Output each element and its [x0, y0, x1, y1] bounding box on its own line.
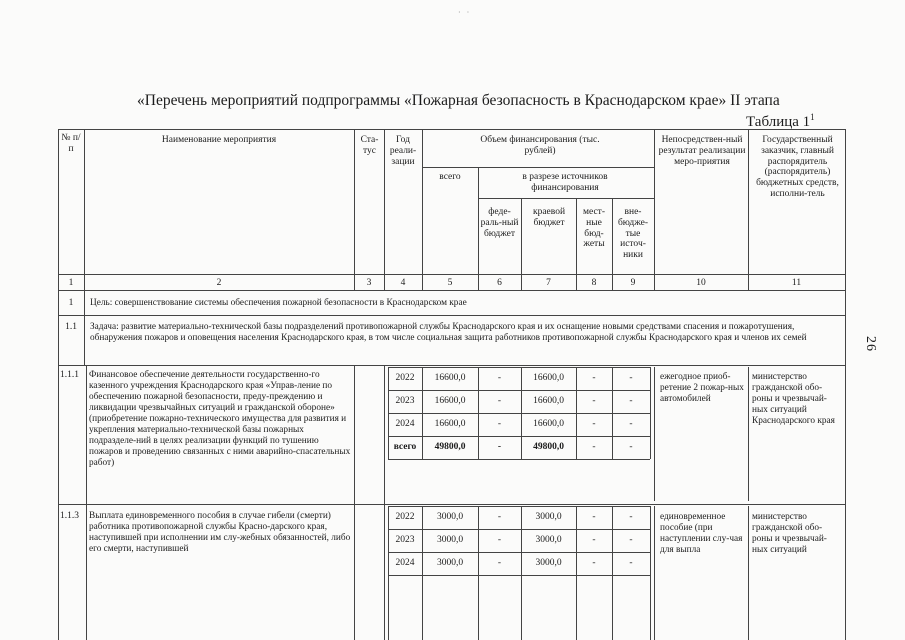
total-cell: 16600,0 — [434, 373, 466, 383]
regional-cell: 3000,0 — [535, 535, 562, 545]
regional-cell: 16600,0 — [533, 396, 564, 406]
column-number-9: 9 — [630, 278, 636, 288]
activity-name: Выплата единовременного пособия в случае гибели (смерти) работника противопожарной службы Красно-дарского края, наступившей при исполнении им слу-жебных обязанностей, либо его смерти, наступившей — [89, 511, 351, 554]
header-year: Год реали-зации — [389, 135, 417, 167]
local-cell: - — [592, 442, 596, 452]
activity-result: ежегодное приоб-ретение 2 пожар-ных автомобилей — [660, 372, 744, 404]
column-number-11: 11 — [791, 278, 802, 288]
page-number: 26 — [863, 336, 878, 352]
local-cell: - — [592, 373, 596, 383]
year-cell: 2022 — [395, 512, 415, 522]
task-num: 1.1 — [65, 322, 77, 332]
total-cell: 3000,0 — [436, 512, 464, 522]
header-total: всего — [439, 172, 461, 182]
federal-cell: - — [497, 419, 502, 429]
activity-num: 1.1.1 — [60, 370, 79, 380]
document-title: «Перечень мероприятий подпрограммы «Пожарная безопасность в Краснодарском крае» II этапа — [137, 92, 780, 109]
federal-cell: - — [497, 396, 502, 406]
activity-name: Финансовое обеспечение деятельности государственно-го казенного учреждения Краснодарского края «Управ-ление по обеспечению пожарной безопасности, преду-преждению и ликвидации чрезвычайных ситуаций и гражданской обороне» (приобретение пожарно-технического имущества для развития и укрепления материально-технической базы пожарных подразделе-ний в целях реализации функций по тушению пожаров и проведению связанных с ними аварийно-спасательных работ) — [89, 370, 351, 468]
header-result: Непосредствен-ный результат реализации меро-приятия — [658, 135, 746, 167]
activity-2-grid — [388, 506, 650, 640]
header-name: Наименование мероприятия — [161, 135, 277, 145]
column-number-7: 7 — [546, 278, 551, 288]
header-regional: краевой бюджет — [532, 207, 566, 228]
header-status: Ста-тус — [360, 135, 379, 156]
year-cell: 2023 — [395, 396, 415, 406]
regional-cell: 3000,0 — [535, 512, 562, 522]
header-by-sources: в разрезе источников финансирования — [522, 172, 608, 193]
column-number-10: 10 — [696, 278, 706, 288]
local-cell: - — [592, 419, 596, 429]
federal-cell: - — [497, 442, 502, 452]
regional-cell: 3000,0 — [535, 558, 562, 568]
federal-cell: - — [497, 512, 502, 522]
extra-cell: - — [629, 396, 633, 406]
year-cell: всего — [393, 442, 417, 452]
column-number-6: 6 — [497, 278, 502, 288]
table-label-superscript: 1 — [810, 112, 815, 122]
federal-cell: - — [497, 373, 502, 383]
goal-num: 1 — [68, 298, 74, 308]
total-cell: 3000,0 — [436, 535, 464, 545]
header-volume: Объем финансирования (тыс. рублей) — [480, 135, 600, 156]
extra-cell: - — [629, 512, 633, 522]
column-number-1: 1 — [68, 278, 74, 288]
year-cell: 2024 — [395, 558, 415, 568]
year-cell: 2023 — [395, 535, 415, 545]
activity-1-grid — [388, 367, 650, 501]
year-cell: 2022 — [395, 373, 415, 383]
column-number-3: 3 — [366, 278, 372, 288]
total-cell: 16600,0 — [434, 396, 466, 406]
activity-customer: министерство гражданской обо-роны и чрезвычай-ных ситуаций — [752, 512, 827, 555]
header-num: № п/п — [61, 133, 81, 154]
column-number-5: 5 — [447, 278, 453, 288]
header-federal: феде-раль-ный бюджет — [480, 207, 519, 239]
header-extra: вне-бюдже-тые источ-ники — [617, 207, 649, 261]
activity-num: 1.1.3 — [60, 511, 79, 521]
total-cell: 49800,0 — [434, 442, 466, 452]
local-cell: - — [592, 535, 596, 545]
extra-cell: - — [629, 419, 633, 429]
column-number-8: 8 — [591, 278, 597, 288]
activity-result: единовременное пособие (при наступлении слу-чая для выпла — [660, 512, 743, 555]
header-local: мест-ные бюд-жеты — [583, 207, 605, 250]
header-customer: Государственный заказчик, главный распорядитель (распорядитель) бюджетных средств, исполни-тель — [756, 135, 839, 199]
local-cell: - — [592, 396, 596, 406]
federal-cell: - — [497, 535, 502, 545]
task-text: Задача: развитие материально-технической базы подразделений противопожарной службы Краснодарского края и их оснащение новыми средствами спасения и пожаротушения, обнаружения пожаров и оповещения населения Краснодарского края, в том числе социальная защита работников противопожарной службы Краснодарского края и членов их семей — [90, 322, 807, 343]
column-number-2: 2 — [216, 278, 222, 288]
decorative-dots: · · — [458, 8, 472, 17]
local-cell: - — [592, 558, 596, 568]
total-cell: 16600,0 — [434, 419, 466, 429]
regional-cell: 49800,0 — [533, 442, 564, 452]
goal-text: Цель: совершенствование системы обеспечения пожарной безопасности в Краснодарском крае — [90, 298, 467, 308]
extra-cell: - — [629, 373, 633, 383]
federal-cell: - — [497, 558, 502, 568]
year-cell: 2024 — [395, 419, 415, 429]
column-number-4: 4 — [400, 278, 406, 288]
activity-customer: министерство гражданской обо-роны и чрезвычай-ных ситуаций Краснодарского края — [752, 372, 835, 426]
table-label-text: Таблица 1 — [746, 114, 811, 130]
extra-cell: - — [629, 535, 633, 545]
extra-cell: - — [629, 442, 633, 452]
regional-cell: 16600,0 — [533, 419, 564, 429]
extra-cell: - — [629, 558, 633, 568]
total-cell: 3000,0 — [436, 558, 464, 568]
regional-cell: 16600,0 — [533, 373, 564, 383]
local-cell: - — [592, 512, 596, 522]
